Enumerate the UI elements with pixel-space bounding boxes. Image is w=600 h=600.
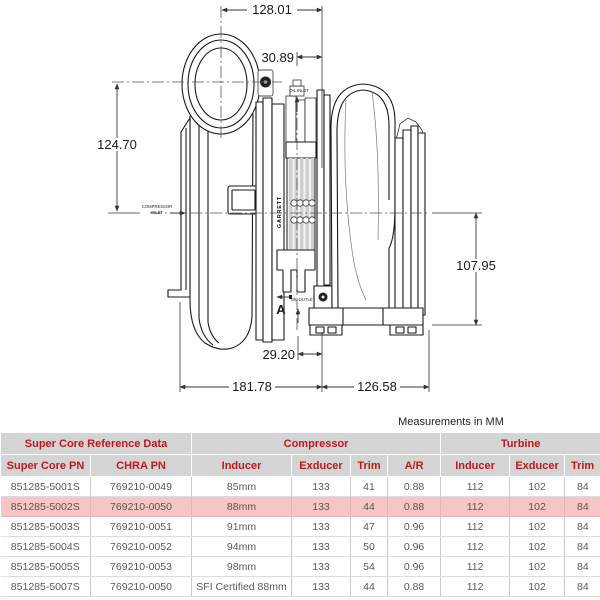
table-cell: 851285-5003S: [1, 517, 91, 537]
table-cell: 88mm: [192, 497, 292, 517]
table-row[interactable]: [1, 477, 600, 497]
col-header-turb-exducer: Exducer: [510, 455, 565, 477]
table-cell: 91mm: [192, 517, 292, 537]
compressor-inlet-label-line2: INLET: [151, 210, 163, 215]
dim-right-height: 107.95: [456, 258, 496, 273]
table-cell: 112: [441, 517, 510, 537]
col-header-ar: A/R: [388, 455, 441, 477]
table-cell: 102: [510, 577, 565, 597]
table-cell: 133: [292, 517, 351, 537]
table-row[interactable]: [1, 577, 600, 597]
dim-top-width: 128.01: [252, 2, 292, 17]
table-cell: 769210-0049: [91, 477, 192, 497]
dim-bottom-left-length: 181.78: [232, 379, 272, 394]
table-cell: 44: [351, 497, 388, 517]
table-cell: 0.88: [388, 497, 441, 517]
table-cell: 133: [292, 577, 351, 597]
table-row[interactable]: [1, 537, 600, 557]
table-cell: 112: [441, 557, 510, 577]
table-cell: 84: [565, 497, 600, 517]
group-header-turbine: Turbine: [441, 433, 600, 455]
compressor-inlet-label-line1: COMPRESSOR: [141, 204, 173, 209]
brand-label: GARRETT: [277, 195, 283, 229]
supercore-spec-table: [0, 432, 600, 597]
table-cell: 0.96: [388, 557, 441, 577]
group-header-compressor: Compressor: [192, 433, 441, 455]
column-header-row: [1, 455, 600, 477]
table-cell: 94mm: [192, 537, 292, 557]
table-cell: 85mm: [192, 477, 292, 497]
table-cell: 102: [510, 537, 565, 557]
table-cell: 84: [565, 537, 600, 557]
table-cell: 84: [565, 477, 600, 497]
col-header-comp-exducer: Exducer: [292, 455, 351, 477]
table-cell: 112: [441, 477, 510, 497]
col-header-comp-trim: Trim: [351, 455, 388, 477]
table-cell: 50: [351, 537, 388, 557]
table-cell: 851285-5007S: [1, 577, 91, 597]
table-cell: 112: [441, 497, 510, 517]
group-header-row: [1, 433, 600, 455]
table-cell: 851285-5004S: [1, 537, 91, 557]
units-note: Measurements in MM: [398, 416, 504, 428]
col-header-super-core-pn: Super Core PN: [1, 455, 91, 477]
table-row[interactable]: [1, 517, 600, 537]
table-cell: 133: [292, 477, 351, 497]
table-cell: 769210-0050: [91, 497, 192, 517]
table-cell: 41: [351, 477, 388, 497]
table-cell: 102: [510, 477, 565, 497]
table-cell: 133: [292, 557, 351, 577]
col-header-turb-trim: Trim: [565, 455, 600, 477]
oil-inlet-label: OIL INLET: [289, 88, 309, 93]
col-header-turb-inducer: Inducer: [441, 455, 510, 477]
table-cell: 54: [351, 557, 388, 577]
section-marker-label: A: [276, 302, 286, 317]
table-cell: SFI Certified 88mm: [192, 577, 292, 597]
table-cell: 102: [510, 517, 565, 537]
table-cell: 102: [510, 497, 565, 517]
table-row[interactable]: [1, 557, 600, 577]
table-cell: 769210-0053: [91, 557, 192, 577]
col-header-comp-inducer: Inducer: [192, 455, 292, 477]
table-cell: 0.88: [388, 477, 441, 497]
oil-outlet-label: OIL OUTLET: [290, 297, 316, 302]
table-cell: 102: [510, 557, 565, 577]
table-cell: 84: [565, 557, 600, 577]
table-cell: 851285-5002S: [1, 497, 91, 517]
table-cell: 0.96: [388, 537, 441, 557]
table-cell: 851285-5005S: [1, 557, 91, 577]
dim-oil-outlet-offset: 29.20: [262, 347, 295, 362]
group-header-supercore: Super Core Reference Data: [1, 433, 192, 455]
table-cell: 84: [565, 577, 600, 597]
dim-left-height: 124.70: [97, 137, 137, 152]
table-cell: 133: [292, 537, 351, 557]
col-header-chra-pn: CHRA PN: [91, 455, 192, 477]
table-cell: 47: [351, 517, 388, 537]
table-cell: 133: [292, 497, 351, 517]
table-cell: 98mm: [192, 557, 292, 577]
table-cell: 44: [351, 577, 388, 597]
table-row[interactable]: [1, 497, 600, 517]
table-cell: 769210-0051: [91, 517, 192, 537]
table-cell: 0.96: [388, 517, 441, 537]
table-cell: 769210-0052: [91, 537, 192, 557]
dim-oil-inlet-offset: 30.89: [261, 50, 294, 65]
table-cell: 112: [441, 537, 510, 557]
table-cell: 0.88: [388, 577, 441, 597]
table-cell: 851285-5001S: [1, 477, 91, 497]
table-cell: 769210-0050: [91, 577, 192, 597]
table-cell: 112: [441, 577, 510, 597]
dim-bottom-right-length: 126.58: [357, 379, 397, 394]
table-cell: 84: [565, 517, 600, 537]
